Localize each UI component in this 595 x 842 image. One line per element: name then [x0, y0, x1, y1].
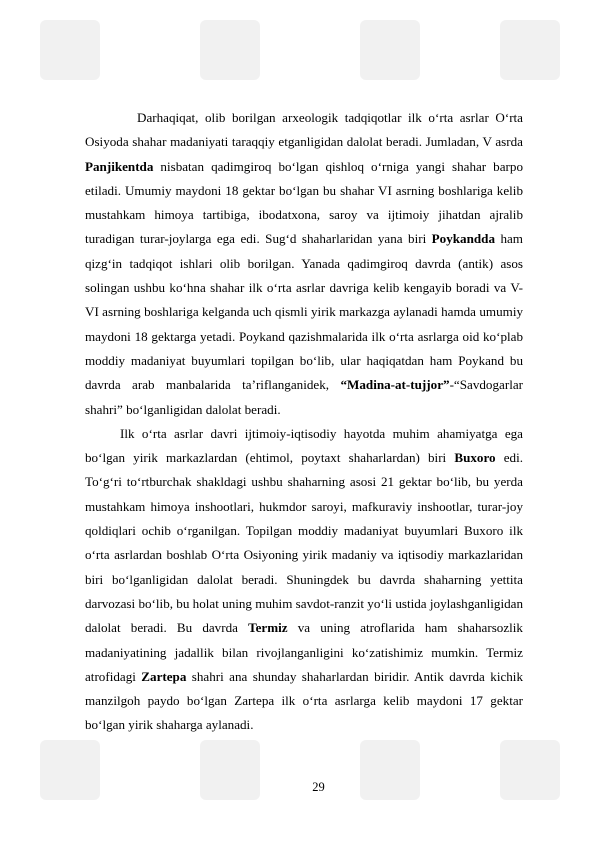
text-run: va uning atroflarida ham shaharsozlik madaniyatining jadallik bilan rivojlanganligini ko‘zatishimiz mumkin. Termiz atrofidagi	[85, 620, 523, 684]
bold-term: Termiz	[248, 620, 288, 636]
bold-term: Panjikentda	[85, 158, 154, 174]
paragraph-2	[85, 422, 523, 738]
bold-term: Buxoro	[454, 450, 496, 466]
text-run: shahri ana shunday shaharlardan biridir. Antik davrda kichik manzilgoh paydo bo‘lgan Zartepa ilk o‘rta asrlarga kelib maydoni 17 gektar bo‘lgan yirik shaharga aylanadi.	[85, 668, 523, 733]
text-run: -“Savdogarlar shahri” bo‘lganligidan dalolat beradi.	[85, 377, 523, 417]
text-run: Darhaqiqat, olib borilgan arxeologik tadqiqotlar ilk o‘rta asrlar O‘rta Osiyoda shahar madaniyati taraqqiy etganligidan dalolat beradi. Jumladan, V asrda	[85, 110, 523, 150]
text-run: nisbatan qadimgiroq bo‘lgan qishloq o‘rniga yangi shahar barpo etiladi. Umumiy maydoni 18 gektar bo‘lgan bu shahar VI asrning boshlariga kelib mustahkam himoya tartibiga, ibodatxona, saroy va ijtimoiy jihatdan ajralib turadigan turar-joylarga ega edi. Sug‘d shaharlaridan yana biri	[85, 158, 523, 247]
bold-term: Zartepa	[141, 668, 187, 684]
bold-term: Poykandda	[431, 231, 495, 247]
page-number: 29	[312, 780, 325, 794]
text-run: edi. To‘g‘ri to‘rtburchak shakldagi ushbu shaharning asosi 21 gektar bo‘lib, bu yerda mustahkam himoya inshootlari, hukmdor saroyi, mafkuraviy inshootlar, turar-joy qoldiqlari ochib o‘rganilgan. Topilgan moddiy madaniyat buyumlari Buxoro ilk o‘rta asrlardan boshlab O‘rta Osiyoning yirik madaniy va iqtisodiy markazlaridan biri bo‘lganligidan dalolat beradi. Shuningdek bu davrda shaharning yettita darvozasi bo‘lib, bu holat uning muhim savdot-ranzit yo‘li ustida joylashganligidan dalolat beradi. Bu davrda	[85, 450, 523, 636]
bold-term: “Madina-at-tujjor”	[340, 377, 450, 393]
text-run: Ilk o‘rta asrlar davri ijtimoiy-iqtisodiy hayotda muhim ahamiyatga ega bo‘lgan yirik markazlardan (ehtimol, poytaxt shaharlardan) biri	[85, 425, 523, 466]
body-text	[85, 106, 523, 738]
text-run: ham qizg‘in tadqiqot ishlari olib borilgan. Yanada qadimgiroq davrda (antik) asos solingan ushbu ko‘hna shahar ilk o‘rta asrlar davriga kelib kengayib boradi va V-VI asrning boshlariga kelganda uch qismli yirik markazga aylanadi hamda umumiy maydoni 18 gektarga yetadi. Poykand qazishmalarida ilk o‘rta asrlarga oid ko‘plab moddiy madaniyat buyumlari topilgan bo‘lib, ular haqiqatdan ham Poykand bu davrda arab manbalarida ta’riflanganidek,	[85, 231, 523, 393]
paragraph-1	[85, 106, 523, 422]
